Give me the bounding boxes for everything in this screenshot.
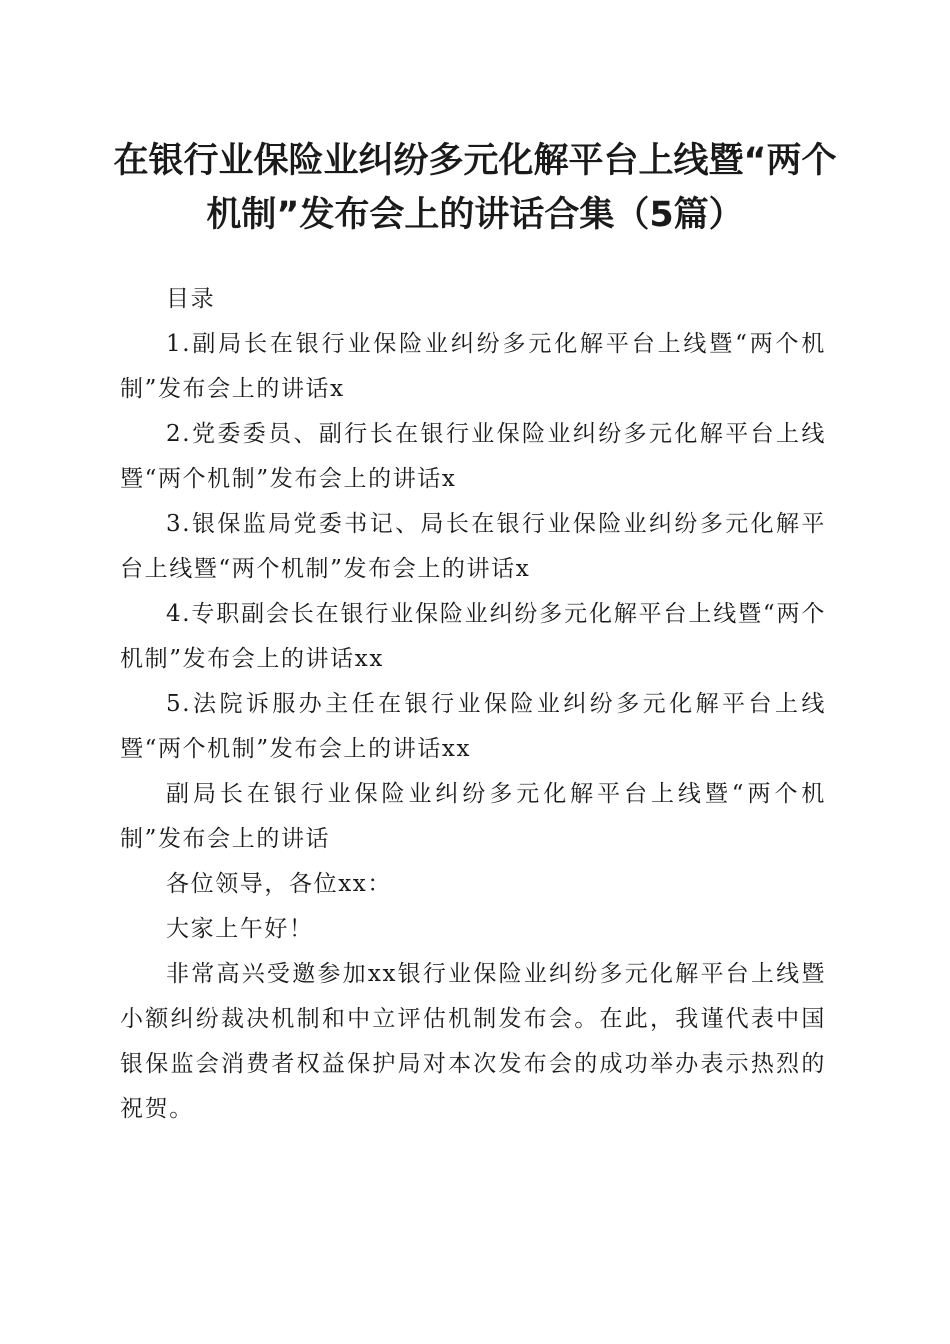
salutation: 大家上午好！ (166, 916, 314, 942)
toc-item-3: 3.银保监局党委书记、局长在银行业保险业纠纷多元化解平台上线暨“两个机制”发布会上的讲话x (120, 511, 826, 582)
section-title: 副局长在银行业保险业纠纷多元化解平台上线暨“两个机制”发布会上的讲话 (120, 781, 826, 852)
toc-item-1: 1.副局长在银行业保险业纠纷多元化解平台上线暨“两个机制”发布会上的讲话x (120, 331, 826, 402)
body-paragraph: 非常高兴受邀参加xx银行业保险业纠纷多元化解平台上线暨小额纠纷裁决机制和中立评估机制发布会。在此，我谨代表中国银保监会消费者权益保护局对本次发布会的成功举办表示热烈的祝贺。 (120, 961, 826, 1122)
toc-item-4: 4.专职副会长在银行业保险业纠纷多元化解平台上线暨“两个机制”发布会上的讲话xx (120, 601, 826, 672)
toc-item-2: 2.党委委员、副行长在银行业保险业纠纷多元化解平台上线暨“两个机制”发布会上的讲话x (120, 421, 826, 492)
toc-heading: 目录 (166, 286, 216, 312)
document-body (120, 277, 826, 1132)
toc-item-5: 5.法院诉服办主任在银行业保险业纠纷多元化解平台上线暨“两个机制”发布会上的讲话xx (120, 691, 826, 762)
greeting: 各位领导，各位xx： (166, 871, 392, 897)
document-title: 在银行业保险业纠纷多元化解平台上线暨“两个机制”发布会上的讲话合集（5篇） (113, 141, 837, 235)
